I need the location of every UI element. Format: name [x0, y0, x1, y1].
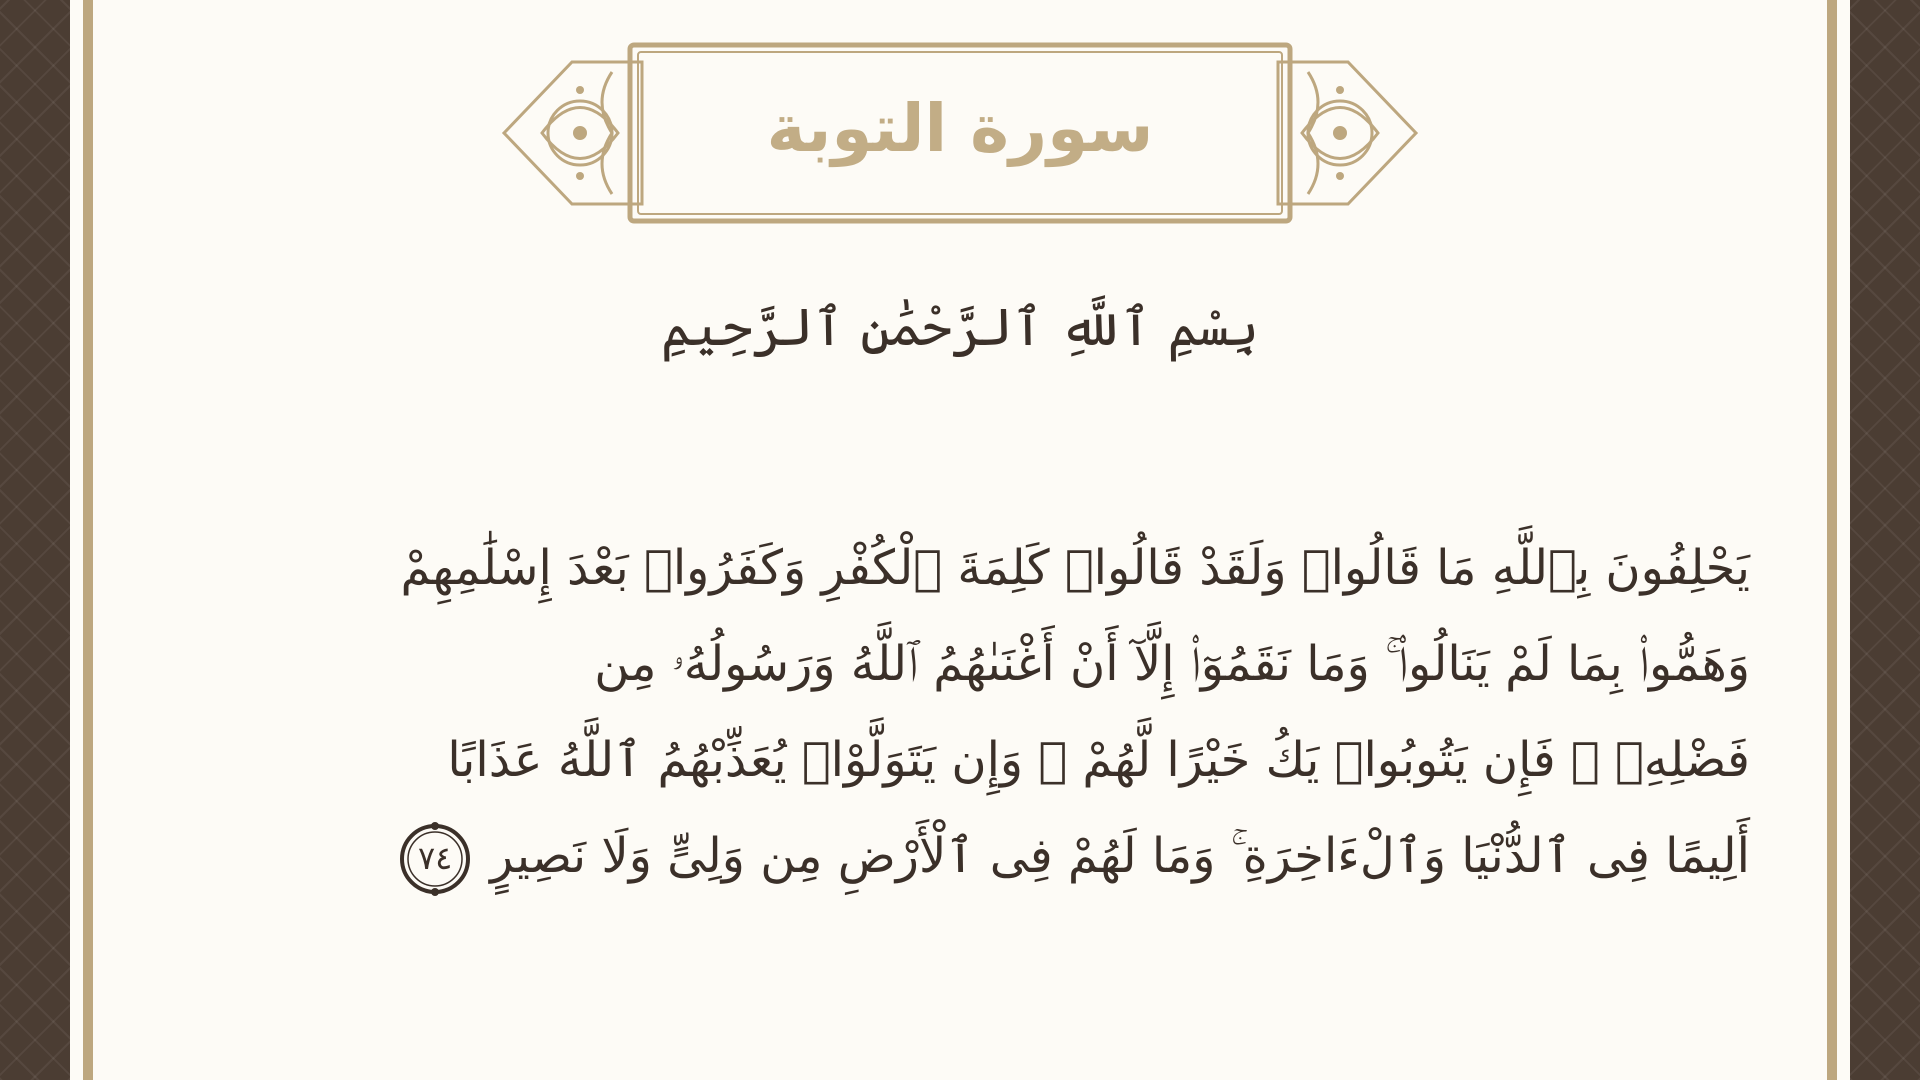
right-gold-rule [1827, 0, 1837, 1080]
verse-line-3: فَضْلِهِۦ ۚ فَإِن يَتُوبُوا۟ يَكُ خَيْرًا لَّهُمْ ۖ وَإِن يَتَوَلَّوْا۟ يُعَذِّبْهُمُ ٱللَّهُ عَذَابًا [447, 732, 1750, 788]
surah-title: سورة التوبة [766, 90, 1154, 167]
verse-line-4-text: أَلِيمًا فِى ٱلدُّنْيَا وَٱلْءَاخِرَةِ ۚ وَمَا لَهُمْ فِى ٱلْأَرْضِ مِن وَلِىٍّ وَلَا نَصِيرٍ [490, 828, 1750, 884]
left-ornamental-border [0, 0, 70, 1080]
surah-header-banner [502, 42, 1418, 224]
left-gold-rule [83, 0, 93, 1080]
verse-line-1: يَحْلِفُونَ بِٱللَّهِ مَا قَالُوا۟ وَلَقَدْ قَالُوا۟ كَلِمَةَ ٱلْكُفْرِ وَكَفَرُوا۟ بَعْدَ إِسْلَٰمِهِمْ [400, 540, 1750, 596]
ayah-number-marker [398, 822, 472, 896]
basmala: بِسْمِ ٱللَّهِ ٱلرَّحْمَٰنِ ٱلرَّحِيمِ [660, 298, 1260, 358]
mushaf-page [70, 0, 1850, 1080]
verse-text [180, 520, 1750, 904]
verse-line-4 [180, 808, 1750, 904]
right-ornamental-border [1850, 0, 1920, 1080]
ayah-number: ٧٤ [417, 839, 453, 877]
verse-line-2: وَهَمُّوا۟ بِمَا لَمْ يَنَالُوا۟ ۚ وَمَا نَقَمُوٓا۟ إِلَّآ أَنْ أَغْنَىٰهُمُ ٱللَّهُ وَرَسُولُهُۥ مِن [594, 636, 1750, 692]
